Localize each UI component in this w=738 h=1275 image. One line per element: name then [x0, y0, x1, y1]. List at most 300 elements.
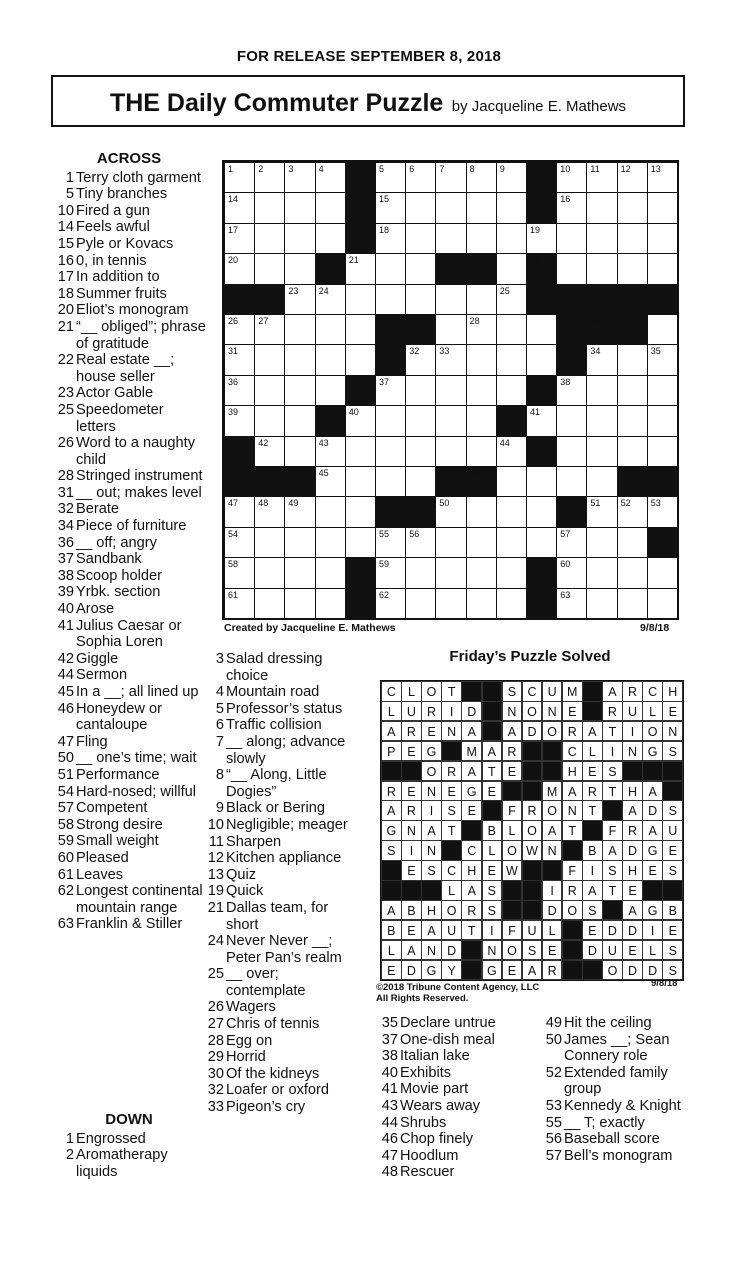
- grid-cell[interactable]: [556, 375, 587, 406]
- grid-cell[interactable]: [375, 284, 406, 315]
- grid-cell[interactable]: [224, 223, 255, 254]
- grid-cell[interactable]: [556, 588, 587, 619]
- grid-cell[interactable]: [496, 192, 527, 223]
- grid-cell[interactable]: [466, 223, 497, 254]
- solution-black-square: [421, 880, 442, 901]
- clue-number: 61: [57, 866, 74, 883]
- grid-cell[interactable]: [617, 436, 648, 467]
- grid-cell[interactable]: [284, 375, 315, 406]
- clue-text: Honeydew or cantaloupe: [76, 700, 162, 734]
- clue-text: Declare untrue: [400, 1015, 496, 1031]
- cell-number: 54: [228, 528, 239, 539]
- black-square: [526, 375, 557, 406]
- clue: [52, 568, 206, 585]
- clue-number: 39: [57, 584, 74, 601]
- solution-cell: S: [582, 900, 603, 921]
- solution-cell: F: [562, 860, 583, 881]
- grid-cell[interactable]: [375, 588, 406, 619]
- grid-cell[interactable]: [224, 375, 255, 406]
- cell-number: 50: [439, 498, 450, 509]
- clue-number: 12: [207, 850, 224, 867]
- clue-text: Extended family group: [564, 1064, 668, 1098]
- grid-cell[interactable]: [254, 436, 285, 467]
- grid-cell[interactable]: [586, 588, 617, 619]
- clue-text: Giggle: [76, 650, 119, 667]
- solution-cell: T: [562, 820, 583, 841]
- grid-cell[interactable]: [526, 344, 557, 375]
- solution-cell: R: [381, 781, 402, 802]
- crossword-grid[interactable]: [222, 160, 679, 620]
- grid-cell[interactable]: [556, 162, 587, 193]
- solution-black-square: [522, 741, 543, 762]
- grid-cell[interactable]: [375, 253, 406, 284]
- grid-cell[interactable]: [647, 344, 678, 375]
- clue-text: Kennedy & Knight: [564, 1097, 681, 1114]
- solution-cell: O: [562, 900, 583, 921]
- clue-text: Stringed instrument: [76, 468, 203, 485]
- grid-cell[interactable]: [405, 284, 436, 315]
- grid-cell[interactable]: [526, 466, 557, 497]
- solution-cell: U: [542, 681, 563, 702]
- grid-cell[interactable]: [496, 314, 527, 345]
- solution-black-square: [401, 761, 422, 782]
- grid-cell[interactable]: [556, 527, 587, 558]
- grid-cell[interactable]: [405, 253, 436, 284]
- grid-cell[interactable]: [556, 253, 587, 284]
- black-square: [556, 496, 587, 527]
- grid-cell[interactable]: [345, 314, 376, 345]
- grid-cell[interactable]: [315, 496, 346, 527]
- grid-cell[interactable]: [466, 344, 497, 375]
- solution-cell: O: [522, 701, 543, 722]
- grid-cell[interactable]: [435, 557, 466, 588]
- clue-number: 15: [57, 235, 74, 252]
- clue-text: “__ Along, Little Dogies”: [226, 767, 327, 800]
- grid-cell[interactable]: [586, 496, 617, 527]
- grid-cell[interactable]: [617, 344, 648, 375]
- solution-cell: S: [482, 880, 503, 901]
- solution-black-square: [482, 681, 503, 702]
- grid-cell[interactable]: [586, 375, 617, 406]
- black-square: [586, 314, 617, 345]
- clue-text: Franklin & Stiller: [76, 916, 183, 933]
- grid-cell[interactable]: [556, 192, 587, 223]
- solution-cell: Y: [441, 960, 462, 981]
- grid-cell[interactable]: [224, 588, 255, 619]
- grid-cell[interactable]: [496, 588, 527, 619]
- grid-cell[interactable]: [586, 557, 617, 588]
- clue: [202, 999, 352, 1016]
- grid-cell[interactable]: [315, 436, 346, 467]
- grid-cell[interactable]: [466, 314, 497, 345]
- black-square: [315, 405, 346, 436]
- grid-cell[interactable]: [254, 314, 285, 345]
- clue: [202, 717, 352, 734]
- grid-cell[interactable]: [254, 253, 285, 284]
- solution-cell: O: [502, 940, 523, 961]
- solution-cell: B: [401, 900, 422, 921]
- grid-cell[interactable]: [224, 405, 255, 436]
- grid-cell[interactable]: [345, 466, 376, 497]
- grid-cell[interactable]: [496, 466, 527, 497]
- solution-cell: A: [381, 800, 402, 821]
- clue-number: 3: [215, 651, 224, 667]
- solution-cell: O: [421, 761, 442, 782]
- grid-cell[interactable]: [466, 496, 497, 527]
- cell-number: 14: [228, 194, 239, 205]
- grid-cell[interactable]: [586, 253, 617, 284]
- cell-number: 16: [560, 194, 571, 205]
- grid-cell[interactable]: [526, 314, 557, 345]
- grid-cell[interactable]: [466, 405, 497, 436]
- grid-cell[interactable]: [315, 527, 346, 558]
- solution-cell: S: [662, 960, 683, 981]
- solution-cell: S: [662, 741, 683, 762]
- grid-cell[interactable]: [435, 314, 466, 345]
- grid-cell[interactable]: [315, 375, 346, 406]
- grid-cell[interactable]: [586, 527, 617, 558]
- clue: [52, 535, 206, 552]
- clue-text: Loafer or oxford: [226, 1082, 330, 1099]
- clue-text: Engrossed: [76, 1130, 146, 1147]
- grid-cell[interactable]: [496, 527, 527, 558]
- grid-cell[interactable]: [284, 344, 315, 375]
- grid-cell[interactable]: [345, 527, 376, 558]
- grid-cell[interactable]: [405, 375, 436, 406]
- grid-cell[interactable]: [617, 223, 648, 254]
- grid-cell[interactable]: [284, 192, 315, 223]
- clue-number: 34: [57, 518, 74, 535]
- grid-cell[interactable]: [617, 375, 648, 406]
- clue-text: Speedometer letters: [76, 401, 164, 435]
- grid-cell[interactable]: [647, 314, 678, 345]
- grid-cell[interactable]: [617, 496, 648, 527]
- grid-cell[interactable]: [647, 405, 678, 436]
- solution-cell: A: [421, 920, 442, 941]
- grid-cell[interactable]: [405, 436, 436, 467]
- clue-number: 21: [57, 318, 74, 335]
- solution-cell: A: [482, 741, 503, 762]
- solution-cell: T: [441, 820, 462, 841]
- solution-cell: L: [642, 701, 663, 722]
- grid-cell[interactable]: [647, 588, 678, 619]
- grid-cell[interactable]: [284, 557, 315, 588]
- grid-cell[interactable]: [617, 557, 648, 588]
- clue: [52, 286, 206, 303]
- down-clues: [52, 1112, 206, 1180]
- grid-cell[interactable]: [496, 162, 527, 193]
- grid-cell[interactable]: [466, 436, 497, 467]
- grid-cell[interactable]: [647, 375, 678, 406]
- grid-cell[interactable]: [405, 192, 436, 223]
- grid-cell[interactable]: [254, 162, 285, 193]
- clue-number: 55: [545, 1114, 562, 1131]
- grid-cell[interactable]: [375, 223, 406, 254]
- grid-cell[interactable]: [284, 527, 315, 558]
- grid-cell[interactable]: [375, 405, 406, 436]
- grid-cell[interactable]: [586, 223, 617, 254]
- grid-cell[interactable]: [224, 344, 255, 375]
- clue-text: Quick: [226, 883, 264, 900]
- grid-cell[interactable]: [345, 436, 376, 467]
- grid-cell[interactable]: [315, 314, 346, 345]
- solution-black-square: [662, 761, 683, 782]
- solution-black-square: [522, 900, 543, 921]
- grid-cell[interactable]: [556, 466, 587, 497]
- clue-number: 23: [57, 385, 74, 402]
- clue: [52, 1147, 206, 1180]
- grid-cell[interactable]: [617, 588, 648, 619]
- grid-cell[interactable]: [496, 557, 527, 588]
- grid-cell[interactable]: [647, 192, 678, 223]
- grid-cell[interactable]: [586, 162, 617, 193]
- grid-cell[interactable]: [405, 223, 436, 254]
- grid-cell[interactable]: [345, 344, 376, 375]
- clue-text: Salad dressing choice: [226, 651, 323, 684]
- clue-text: Hoodlum: [400, 1147, 459, 1164]
- grid-cell[interactable]: [496, 253, 527, 284]
- grid-cell[interactable]: [556, 405, 587, 436]
- grid-cell[interactable]: [435, 405, 466, 436]
- clue-text: Sandbank: [76, 551, 142, 568]
- grid-cell[interactable]: [375, 192, 406, 223]
- clue-text: Negligible; meager: [226, 816, 348, 833]
- grid-cell[interactable]: [345, 284, 376, 315]
- grid-cell[interactable]: [375, 375, 406, 406]
- grid-cell[interactable]: [586, 405, 617, 436]
- solution-cell: T: [602, 721, 623, 742]
- grid-cell[interactable]: [345, 405, 376, 436]
- grid-cell[interactable]: [315, 192, 346, 223]
- grid-cell[interactable]: [496, 223, 527, 254]
- clue: [540, 1131, 690, 1148]
- grid-cell[interactable]: [405, 162, 436, 193]
- grid-cell[interactable]: [647, 162, 678, 193]
- clue-number: 17: [57, 269, 74, 286]
- grid-cell[interactable]: [254, 192, 285, 223]
- grid-cell[interactable]: [526, 496, 557, 527]
- clue-number: 11: [208, 833, 224, 850]
- grid-cell[interactable]: [315, 284, 346, 315]
- grid-cell[interactable]: [224, 253, 255, 284]
- grid-cell[interactable]: [315, 344, 346, 375]
- clue-number: 50: [545, 1031, 562, 1048]
- grid-cell[interactable]: [617, 162, 648, 193]
- grid-cell[interactable]: [254, 527, 285, 558]
- solution-cell: N: [542, 840, 563, 861]
- grid-cell[interactable]: [435, 284, 466, 315]
- solution-cell: S: [502, 681, 523, 702]
- grid-cell[interactable]: [224, 314, 255, 345]
- grid-cell[interactable]: [435, 527, 466, 558]
- solution-cell: P: [381, 741, 402, 762]
- grid-cell[interactable]: [315, 162, 346, 193]
- grid-cell[interactable]: [647, 436, 678, 467]
- grid-cell[interactable]: [496, 284, 527, 315]
- grid-cell[interactable]: [556, 223, 587, 254]
- grid-cell[interactable]: [435, 436, 466, 467]
- black-square: [526, 162, 557, 193]
- grid-cell[interactable]: [466, 284, 497, 315]
- grid-cell[interactable]: [466, 588, 497, 619]
- solution-cell: A: [602, 681, 623, 702]
- cell-number: 20: [228, 255, 239, 266]
- grid-cell[interactable]: [586, 466, 617, 497]
- solution-cell: E: [562, 701, 583, 722]
- clue-text: Dallas team, for short: [226, 899, 329, 933]
- grid-cell[interactable]: [466, 527, 497, 558]
- solution-cell: H: [461, 860, 482, 881]
- grid-cell[interactable]: [617, 527, 648, 558]
- solution-cell: O: [642, 721, 663, 742]
- grid-cell[interactable]: [284, 253, 315, 284]
- grid-cell[interactable]: [435, 192, 466, 223]
- grid-cell[interactable]: [617, 405, 648, 436]
- grid-cell[interactable]: [466, 557, 497, 588]
- solution-cell: E: [401, 920, 422, 941]
- grid-cell[interactable]: [466, 375, 497, 406]
- grid-cell[interactable]: [466, 192, 497, 223]
- clue-number: 26: [207, 999, 224, 1016]
- grid-cell[interactable]: [526, 405, 557, 436]
- solution-grid: [380, 680, 684, 981]
- cell-number: 32: [409, 346, 420, 357]
- grid-cell[interactable]: [254, 344, 285, 375]
- grid-cell[interactable]: [405, 527, 436, 558]
- grid-cell[interactable]: [315, 588, 346, 619]
- grid-cell[interactable]: [254, 557, 285, 588]
- clue-text: __ off; angry: [76, 534, 157, 551]
- solution-cell: E: [401, 860, 422, 881]
- grid-cell[interactable]: [375, 527, 406, 558]
- grid-cell[interactable]: [586, 192, 617, 223]
- grid-cell[interactable]: [224, 496, 255, 527]
- grid-cell[interactable]: [556, 436, 587, 467]
- grid-cell[interactable]: [375, 436, 406, 467]
- black-square: [254, 284, 285, 315]
- grid-cell[interactable]: [617, 253, 648, 284]
- grid-cell[interactable]: [375, 466, 406, 497]
- grid-cell[interactable]: [435, 344, 466, 375]
- solution-cell: E: [662, 920, 683, 941]
- grid-cell[interactable]: [254, 588, 285, 619]
- copyright: [376, 982, 539, 1004]
- grid-cell[interactable]: [284, 436, 315, 467]
- grid-cell[interactable]: [405, 466, 436, 497]
- grid-cell[interactable]: [435, 223, 466, 254]
- grid-cell[interactable]: [526, 223, 557, 254]
- grid-cell[interactable]: [435, 375, 466, 406]
- grid-cell[interactable]: [284, 223, 315, 254]
- grid-cell[interactable]: [556, 557, 587, 588]
- grid-cell[interactable]: [315, 557, 346, 588]
- grid-cell[interactable]: [224, 527, 255, 558]
- solution-black-square: [562, 840, 583, 861]
- solution-cell: O: [542, 800, 563, 821]
- grid-cell[interactable]: [315, 223, 346, 254]
- grid-cell[interactable]: [647, 223, 678, 254]
- solution-cell: I: [582, 860, 603, 881]
- grid-cell[interactable]: [224, 192, 255, 223]
- clue-text: Wagers: [226, 999, 276, 1016]
- grid-cell[interactable]: [496, 344, 527, 375]
- grid-cell[interactable]: [375, 557, 406, 588]
- release-date: FOR RELEASE SEPTEMBER 8, 2018: [236, 48, 502, 65]
- grid-cell[interactable]: [284, 588, 315, 619]
- cell-number: 18: [379, 224, 390, 235]
- grid-cell[interactable]: [405, 557, 436, 588]
- solution-cell: L: [381, 701, 402, 722]
- solution-black-square: [662, 880, 683, 901]
- grid-cell[interactable]: [284, 496, 315, 527]
- grid-cell[interactable]: [254, 496, 285, 527]
- clue-text: Yrbk. section: [76, 584, 161, 601]
- grid-cell[interactable]: [496, 496, 527, 527]
- black-square: [224, 466, 255, 497]
- grid-cell[interactable]: [647, 253, 678, 284]
- solution-cell: H: [622, 781, 643, 802]
- grid-cell[interactable]: [466, 162, 497, 193]
- grid-cell[interactable]: [405, 405, 436, 436]
- solution-cell: N: [401, 820, 422, 841]
- clue-number: 41: [381, 1081, 398, 1098]
- grid-cell[interactable]: [284, 405, 315, 436]
- solution-cell: I: [401, 840, 422, 861]
- solution-cell: N: [622, 741, 643, 762]
- grid-cell[interactable]: [345, 253, 376, 284]
- clue: [52, 269, 206, 286]
- grid-cell[interactable]: [586, 344, 617, 375]
- grid-cell[interactable]: [315, 466, 346, 497]
- black-square: [345, 588, 376, 619]
- clue-text: Wears away: [400, 1097, 481, 1114]
- clue-text: Berate: [76, 501, 119, 518]
- grid-cell[interactable]: [405, 588, 436, 619]
- clue-text: Summer fruits: [76, 285, 167, 302]
- grid-cell[interactable]: [617, 192, 648, 223]
- grid-cell[interactable]: [254, 405, 285, 436]
- solution-cell: S: [482, 900, 503, 921]
- solution-cell: A: [522, 960, 543, 981]
- grid-cell[interactable]: [284, 162, 315, 193]
- grid-cell[interactable]: [496, 436, 527, 467]
- grid-cell[interactable]: [647, 557, 678, 588]
- grid-cell[interactable]: [375, 162, 406, 193]
- grid-cell[interactable]: [254, 375, 285, 406]
- grid-cell[interactable]: [224, 557, 255, 588]
- grid-cell[interactable]: [647, 496, 678, 527]
- grid-cell[interactable]: [435, 588, 466, 619]
- grid-cell[interactable]: [284, 314, 315, 345]
- clue: [52, 385, 206, 402]
- cell-number: 55: [379, 528, 390, 539]
- grid-cell[interactable]: [405, 344, 436, 375]
- grid-cell[interactable]: [254, 223, 285, 254]
- grid-cell[interactable]: [496, 375, 527, 406]
- grid-cell[interactable]: [345, 496, 376, 527]
- clue-text: Julius Caesar or Sophia Loren: [76, 617, 182, 651]
- solution-cell: G: [461, 781, 482, 802]
- solution-cell: M: [461, 741, 482, 762]
- clue-number: 36: [57, 534, 74, 551]
- clue: [52, 551, 206, 568]
- grid-cell[interactable]: [224, 162, 255, 193]
- grid-cell[interactable]: [435, 496, 466, 527]
- grid-cell[interactable]: [435, 162, 466, 193]
- grid-cell[interactable]: [526, 527, 557, 558]
- grid-cell[interactable]: [586, 436, 617, 467]
- grid-cell[interactable]: [284, 284, 315, 315]
